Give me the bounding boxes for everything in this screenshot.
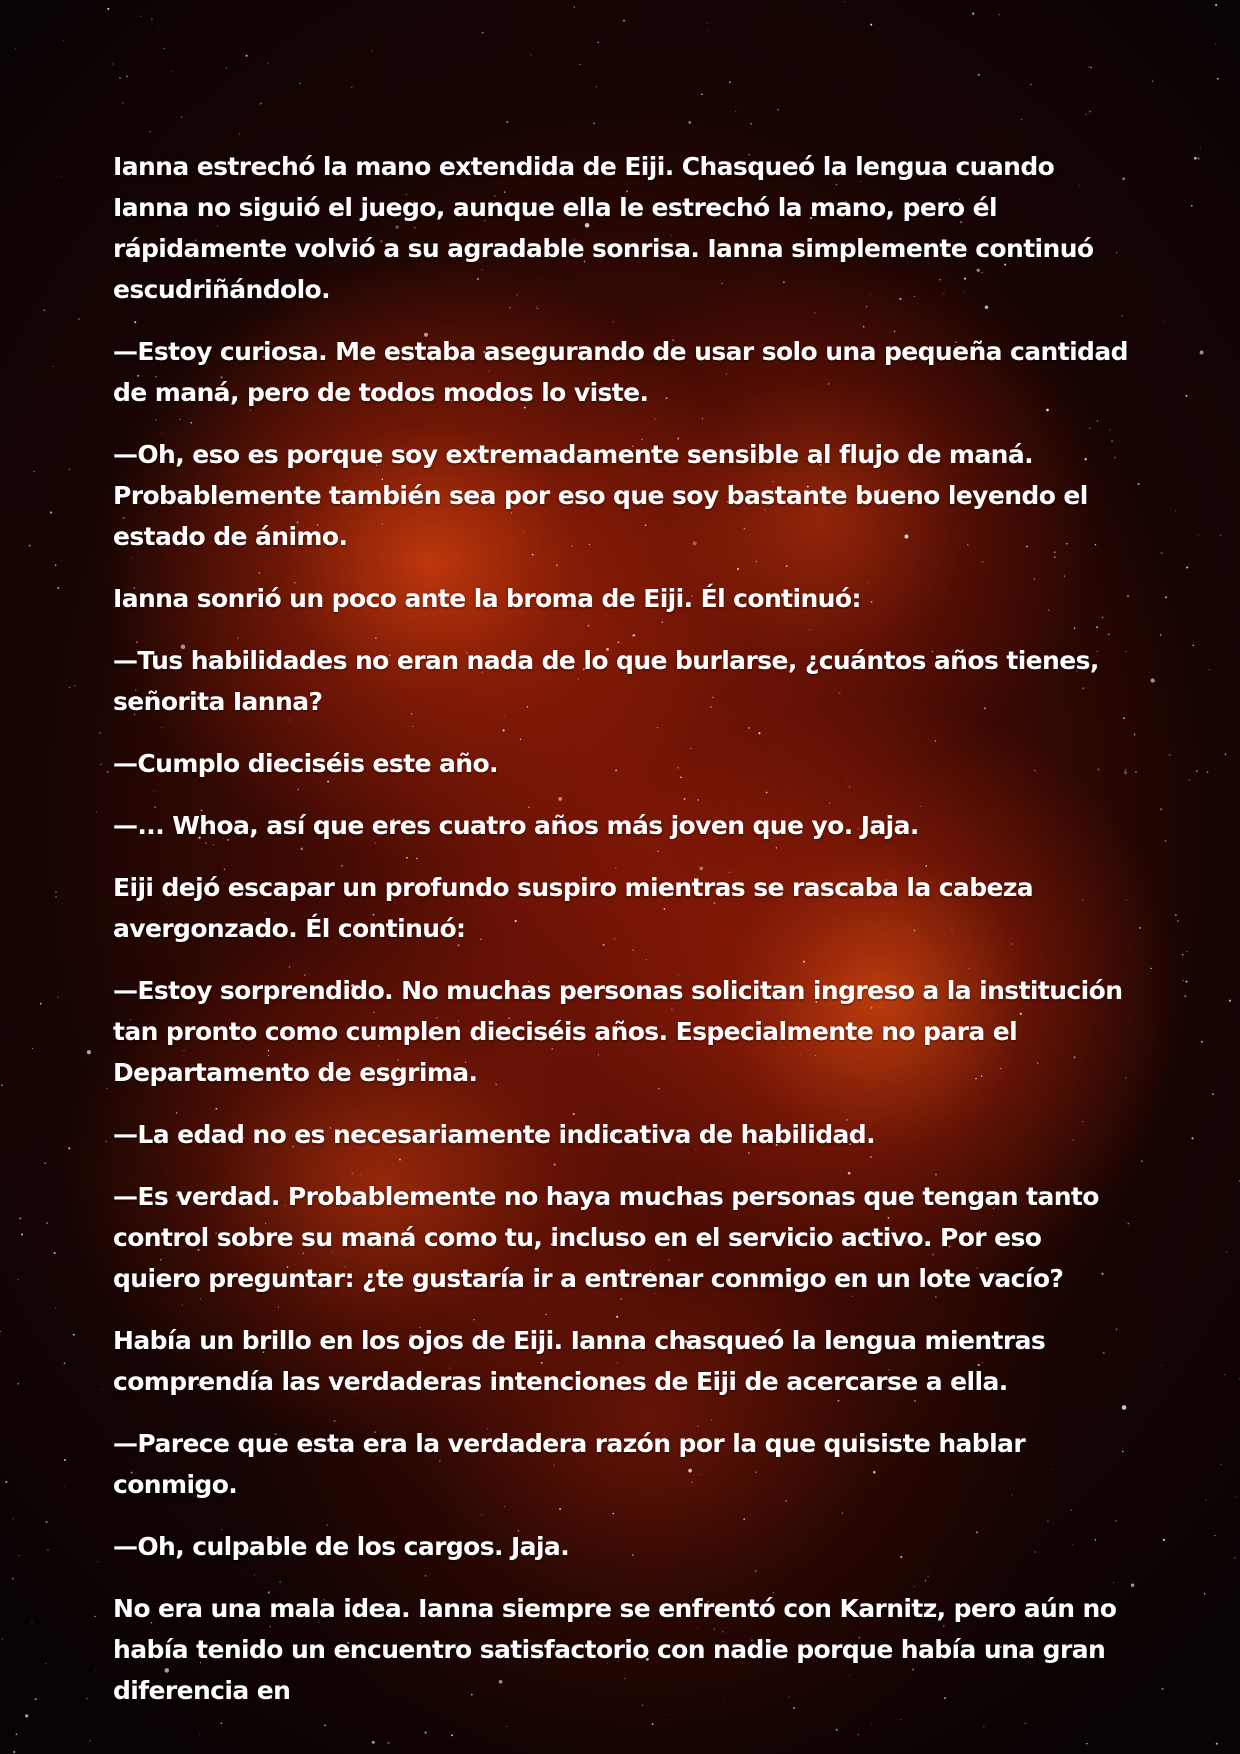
star [574,6,575,7]
star [1090,67,1091,68]
star [1085,114,1087,116]
star [5,1481,7,1483]
star [18,1555,19,1556]
star [18,1279,19,1280]
star [63,40,64,41]
star [1193,645,1195,647]
star [1212,1093,1214,1095]
paragraph: Eiji dejó escapar un profundo suspiro mientras se rascaba la cabeza avergonzado. Él continuó: [113,873,1034,943]
star [1183,980,1184,981]
star [1135,771,1137,773]
star [596,86,597,87]
star [1191,1137,1193,1139]
star [33,471,34,472]
star [1137,483,1139,485]
star [1224,1374,1225,1375]
star [1215,4,1217,6]
star [1163,1539,1165,1541]
star [45,1521,47,1523]
star [25,1714,28,1717]
paragraph: —Es verdad. Probablemente no haya muchas personas que tengan tanto control sobre su maná como tu, incluso en el servicio activo. Por eso quiero preguntar: ¿te gustaría ir a entrenar conmigo en un lote vacío? [113,1182,1099,1293]
star [1152,81,1153,82]
star [299,83,300,84]
star [1151,968,1152,969]
star [729,81,731,83]
star [1220,535,1221,536]
star [1234,1557,1235,1558]
star [12,1578,14,1580]
paragraph: Había un brillo en los ojos de Eiji. Ianna chasqueó la lengua mientras comprendía las verdaderas intenciones de Eiji de acercarse a ella. [113,1326,1046,1396]
star [1226,1251,1227,1252]
star [164,48,165,49]
star [107,8,109,10]
star [1182,954,1184,956]
star [735,111,736,112]
star [1191,205,1193,207]
star [45,1163,46,1164]
star [18,1383,19,1384]
star [506,121,508,123]
star [623,20,625,22]
star [181,116,182,117]
star [13,1751,15,1753]
star [107,771,109,773]
star [32,1048,33,1049]
star [387,1742,389,1744]
star [19,1217,21,1219]
star [106,1088,107,1089]
document-body [113,146,1133,1732]
star [1204,1593,1205,1594]
star [1030,84,1031,85]
star [1184,995,1186,997]
star [1206,1500,1207,1501]
star [172,71,173,72]
star [1225,754,1226,755]
star [1088,66,1090,68]
star [1175,914,1177,916]
star [530,54,531,55]
star [1021,119,1022,120]
star [1177,920,1179,922]
star [78,318,80,320]
star [267,63,268,64]
star [46,1222,48,1224]
star [1141,1160,1142,1161]
star [126,76,127,77]
star [1165,840,1167,842]
star [89,1740,90,1741]
star [1201,1041,1203,1043]
star [140,16,141,17]
star [1198,534,1199,535]
paragraph: —Tus habilidades no eran nada de lo que burlarse, ¿cuántos años tienes, señorita Ianna? [113,646,1099,716]
star [150,131,151,132]
star [1186,567,1188,569]
star [857,1734,859,1736]
star [1236,1496,1237,1497]
star [1160,634,1162,636]
star [61,176,62,177]
star [1089,110,1091,112]
star [1200,148,1201,149]
star [54,1252,56,1254]
star [750,123,752,125]
star [40,1003,42,1005]
paragraph: —Estoy curiosa. Me estaba asegurando de usar solo una pequeña cantidad de maná, pero de todos modos lo viste. [113,337,1128,407]
star [55,896,57,898]
star [86,1698,88,1700]
star [45,1663,46,1664]
star [1169,754,1171,756]
star [119,77,120,78]
star [482,32,484,34]
star [57,587,59,589]
star [32,1622,33,1623]
star [1198,158,1200,160]
star [372,50,373,51]
star [1215,44,1216,45]
star [579,64,580,65]
star [870,24,872,26]
star [1175,510,1176,511]
star [688,121,691,124]
star [50,511,52,513]
star [52,366,53,367]
paragraph: —Oh, culpable de los cargos. Jaja. [113,1532,570,1561]
star [844,1,845,2]
paragraph: Ianna sonrió un poco ante la broma de Eiji. Él continuó: [113,584,861,613]
star [351,87,353,89]
star [1200,351,1204,355]
star [55,1308,56,1309]
star [151,18,153,20]
star [16,1734,18,1736]
star [1229,1000,1231,1002]
paragraph: —La edad no es necesariamente indicativa de habilidad. [113,1120,875,1149]
star [978,74,980,76]
star [1207,771,1209,773]
star [1151,678,1155,682]
paragraph: —... Whoa, así que eres cuatro años más joven que yo. Jaja. [113,811,919,840]
star [707,23,708,24]
star [55,565,57,567]
star [972,13,974,15]
star [95,1669,96,1670]
star [199,1734,200,1735]
star [64,1363,66,1365]
paragraph: —Oh, eso es porque soy extremadamente sensible al flujo de maná. Probablemente también sea por eso que soy bastante bueno leyendo el estado de ánimo. [113,440,1088,551]
star [1,1084,3,1086]
star [1209,669,1210,670]
star [29,545,31,547]
star [64,1459,66,1461]
star [43,309,45,311]
star [101,764,102,765]
star [777,109,778,110]
star [1162,1688,1164,1690]
star [593,122,595,124]
star [64,1486,65,1487]
star [1220,1464,1221,1465]
star [1196,770,1197,771]
star [1161,1365,1162,1366]
star [35,1698,37,1700]
star [87,1050,91,1054]
star [597,42,598,43]
star [105,1141,106,1142]
star [1187,951,1188,952]
star [122,102,123,103]
star [21,1234,23,1236]
star [707,30,708,31]
star [57,996,59,998]
star [1186,981,1188,983]
star [239,134,240,135]
star [1163,321,1164,322]
star [1217,78,1219,80]
star [73,1334,75,1336]
star [97,1561,98,1562]
star [1214,1535,1215,1536]
star [451,1734,453,1736]
paragraph: —Cumplo dieciséis este año. [113,749,498,778]
star [68,1147,70,1149]
star [99,732,101,734]
paragraph: —Parece que esta era la verdadera razón por la que quisiste hablar conmigo. [113,1429,1026,1499]
star [701,93,703,95]
star [1139,927,1141,929]
star [1216,1743,1218,1745]
star [12,1518,13,1519]
star [69,687,70,688]
star [0,1331,1,1332]
star [94,1616,95,1617]
star [1160,808,1162,810]
star [1161,552,1163,554]
star [2,1638,3,1639]
star [999,14,1000,15]
paragraph: Ianna estrechó la mano extendida de Eiji. Chasqueó la lengua cuando Ianna no siguió el juego, aunque ella le estrechó la mano, pero él rápidamente volvió a su agradable sonrisa. Ianna simplemente continuó escudriñándolo. [113,152,1094,304]
star [1134,734,1136,736]
star [1086,1743,1088,1745]
star [55,891,56,892]
star [1165,596,1167,598]
star [74,685,76,687]
star [226,68,227,69]
star [96,812,97,813]
paragraph: No era una mala idea. Ianna siempre se enfrentó con Karnitz, pero aún no había tenido un encuentro satisfactorio con nadie porque había una gran diferencia en [113,1594,1117,1705]
star [372,1741,375,1744]
star [1186,395,1188,397]
star [1189,779,1191,781]
star [15,48,16,49]
star [69,469,71,471]
star [246,55,248,57]
star [47,1549,49,1551]
star [260,103,262,105]
paragraph: —Estoy sorprendido. No muchas personas solicitan ingreso a la institución tan pronto como cumplen dieciséis años. Especialmente no para el Departamento de esgrima. [113,976,1123,1087]
star [1194,157,1197,160]
star [159,29,160,30]
star [112,63,114,65]
star [102,1389,103,1390]
